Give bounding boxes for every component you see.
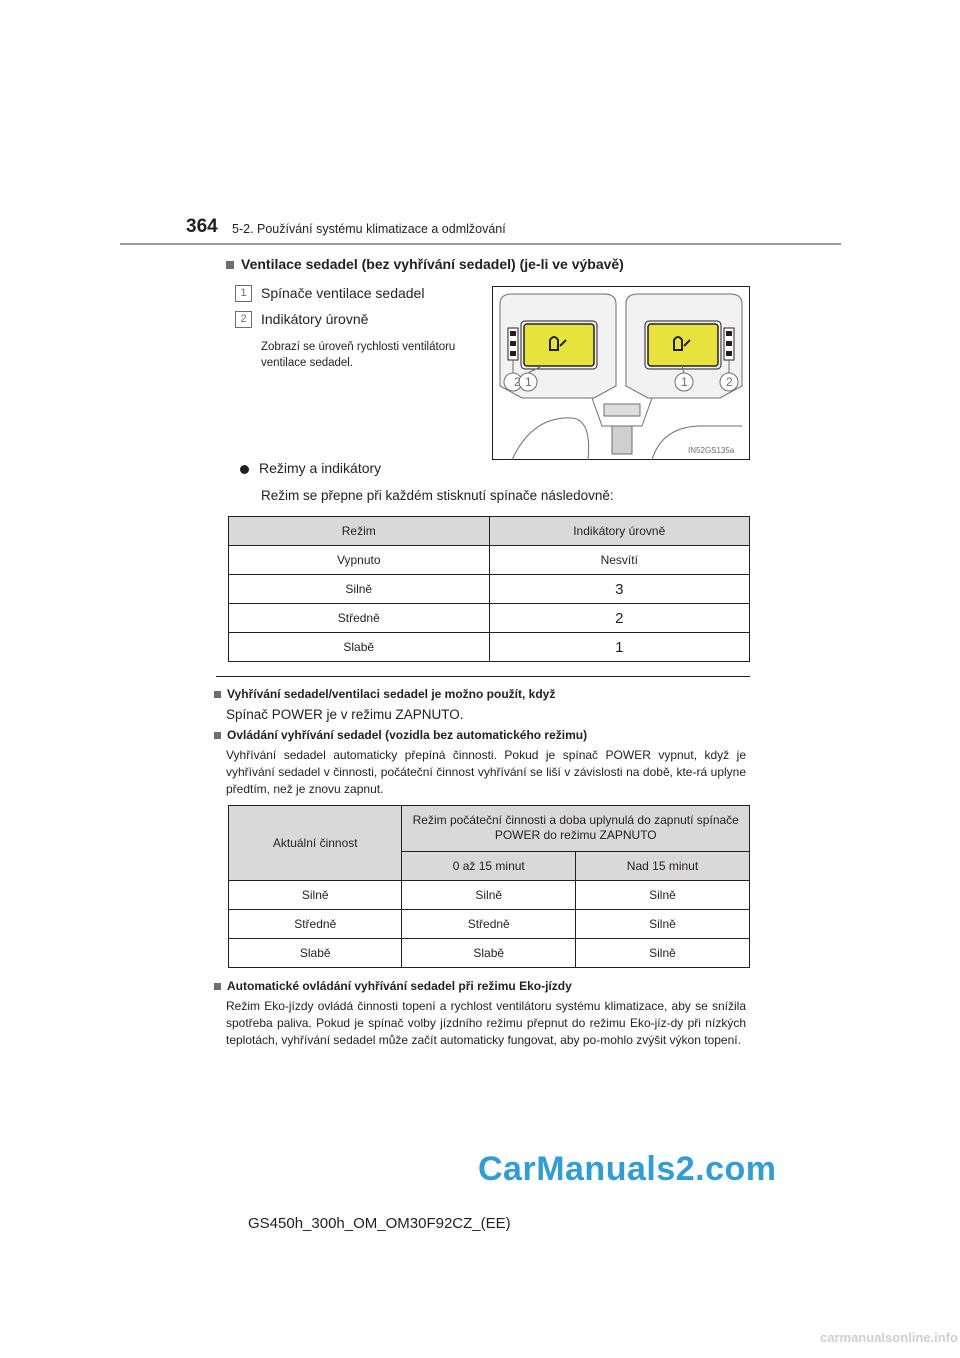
- table-cell: Silně: [402, 881, 575, 910]
- table-cell: Silně: [229, 881, 402, 910]
- table-cell: 3: [489, 575, 750, 604]
- page-number: 364: [186, 216, 218, 237]
- table-cell: Silně: [575, 939, 749, 968]
- table-header: Režim počáteční činnosti a doba uplynulá do zapnutí spínače POWER do režimu ZAPNUTO: [402, 806, 750, 852]
- table-header: Režim: [229, 517, 490, 546]
- modes-bullet-text: Režimy a indikátory: [259, 460, 382, 476]
- modes-bullet: [240, 460, 381, 476]
- table-header: Nad 15 minut: [575, 851, 749, 880]
- note-body-3: Režim Eko-jízdy ovládá činnosti topení a rychlost ventilátoru systému klimatizace, aby se snížila spotřeba paliva. Pokud je spínač volby jízdního režimu přepnut do režimu Eko-jíz-dy při nízkých teplotách, vyhřívání sedadel může začít automaticky fungovat, aby po-mohlo zvýšit výkon topení.: [226, 999, 746, 1047]
- item-number-1: 1: [235, 285, 252, 302]
- callout-1-left: 1: [525, 375, 532, 389]
- table-row: [229, 881, 750, 910]
- callout-2-right: 2: [726, 375, 733, 389]
- table-row: [229, 575, 750, 604]
- note-heading-text: Ovládání vyhřívání sedadel (vozidla bez automatického režimu): [227, 728, 588, 742]
- dashboard-illustration-svg: [492, 286, 750, 460]
- note-body-1: Spínač POWER je v režimu ZAPNUTO.: [226, 707, 464, 722]
- initial-operation-table: [228, 805, 750, 968]
- square-bullet-icon: [214, 983, 221, 990]
- indicator-description: Zobrazí se úroveň rychlosti ventilátoru ventilace sedadel.: [261, 341, 456, 369]
- table-header: Indikátory úrovně: [489, 517, 750, 546]
- table-cell: Vypnuto: [229, 546, 490, 575]
- table-cell: Nesvítí: [489, 546, 750, 575]
- table-row: [229, 633, 750, 662]
- table-row: [229, 546, 750, 575]
- table-row: [229, 910, 750, 939]
- note-heading-text: Automatické ovládání vyhřívání sedadel při režimu Eko-jízdy: [227, 979, 572, 993]
- table-cell: 1: [489, 633, 750, 662]
- chapter-title: 5-2. Používání systému klimatizace a odmlžování: [232, 222, 506, 236]
- table-cell: Silně: [575, 881, 749, 910]
- table-cell: 2: [489, 604, 750, 633]
- item-number-2: 2: [235, 311, 252, 328]
- table-row: [229, 939, 750, 968]
- figure-code: IN52GS135a: [688, 446, 735, 455]
- callout-2-left: 2: [514, 375, 521, 389]
- table-header-row: [229, 806, 750, 852]
- online-watermark: carmanualsonline.info: [820, 1330, 958, 1345]
- carmanuals-watermark: CarManuals2.com: [478, 1150, 777, 1188]
- note-heading-text: Vyhřívání sedadel/ventilaci sedadel je možno použít, když: [227, 687, 556, 701]
- callout-1-right: 1: [681, 375, 688, 389]
- header-divider: [120, 243, 841, 245]
- section-title-text: Ventilace sedadel (bez vyhřívání sedadel) (je-li ve výbavě): [241, 256, 624, 272]
- table-cell: Středně: [229, 604, 490, 633]
- item-label-indicators: Indikátory úrovně: [261, 311, 369, 327]
- note-heading-2: [214, 728, 587, 742]
- square-bullet-icon: [214, 732, 221, 739]
- document-code: GS450h_300h_OM_OM30F92CZ_(EE): [248, 1215, 511, 1232]
- square-bullet-icon: [214, 691, 221, 698]
- modes-description: Režim se přepne při každém stisknutí spínače následovně:: [261, 488, 614, 503]
- dashboard-illustration: [492, 286, 750, 460]
- table-cell: Silně: [575, 910, 749, 939]
- table-cell: Slabě: [229, 633, 490, 662]
- table-cell: Slabě: [402, 939, 575, 968]
- note-heading-1: [214, 687, 555, 701]
- note-heading-3: [214, 979, 572, 993]
- note-body-2: Vyhřívání sedadel automaticky přepíná činnosti. Pokud je spínač POWER vypnut, když je vyhřívání sedadel v činnosti, počáteční činnost vyhřívání se liší v závislosti na době, kte-rá uplyne předtím, než je znovu zapnut.: [226, 748, 746, 796]
- item-label-switches: Spínače ventilace sedadel: [261, 285, 425, 301]
- table-cell: Středně: [402, 910, 575, 939]
- table-header: Aktuální činnost: [229, 806, 402, 881]
- table-header: 0 až 15 minut: [402, 851, 575, 880]
- table-cell: Slabě: [229, 939, 402, 968]
- square-bullet-icon: [226, 261, 234, 269]
- section-title: [226, 256, 624, 272]
- bullet-icon: [240, 465, 249, 474]
- table-header-row: [229, 517, 750, 546]
- table-cell: Silně: [229, 575, 490, 604]
- modes-table: [228, 516, 750, 662]
- table-row: [229, 604, 750, 633]
- section-divider: [216, 676, 750, 677]
- table-cell: Středně: [229, 910, 402, 939]
